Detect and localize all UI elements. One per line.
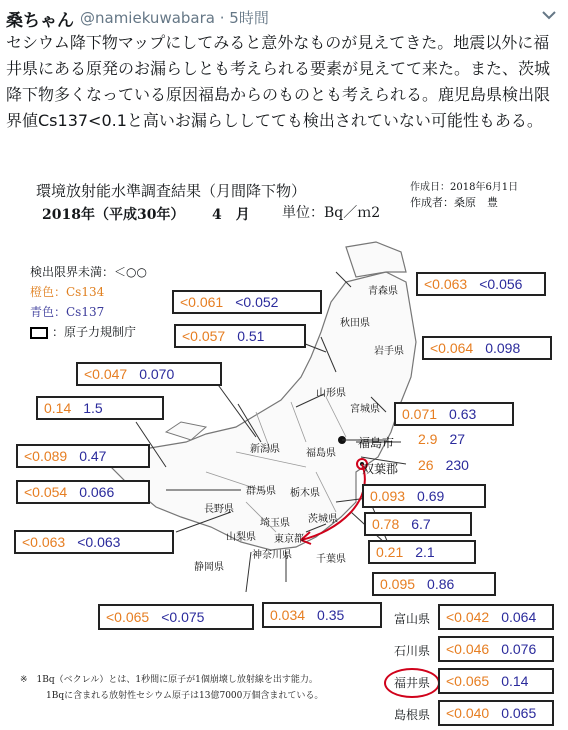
- cs137-value: <0.063: [77, 534, 121, 550]
- value-box-tokyo: [368, 540, 476, 564]
- doc-created-date: 作成日：2018年6月1日: [410, 182, 519, 193]
- cs134-value: <0.047: [84, 366, 128, 382]
- legend-cs137: 青色：Cs137: [30, 305, 105, 319]
- tweet-text: セシウム降下物マップにしてみると意外なものが見えてきた。地震以外に福井県にある原発のお漏らしとも考えられる要素が見えてて来た。また、茨城降下物多くなっている原因福島からのものとも考えられる。鹿児島県検出限界値Cs137<0.1と高いお漏らししてても検出されていない可能性もある。: [6, 33, 551, 130]
- cs134-value: <0.046: [446, 641, 490, 657]
- pref-label-fukui: 福井県: [394, 676, 431, 690]
- value-box-nagano: [16, 480, 150, 504]
- cs134-value: <0.042: [446, 609, 490, 625]
- cs134-value: 0.78: [372, 516, 400, 532]
- pref-label-shimane: 島根県: [394, 708, 431, 722]
- doc-year: 2018年（平成30年）: [42, 207, 185, 223]
- value-box-futaba: [412, 454, 522, 476]
- cs134-value: 0.071: [402, 406, 438, 422]
- value-box-miyagi: [394, 402, 514, 426]
- value-box-ibaraki: [364, 512, 472, 536]
- legend-box-label: ：原子力規制庁: [52, 325, 137, 339]
- cs134-value: <0.054: [24, 484, 68, 500]
- value-box-gunma: [16, 444, 150, 468]
- pref-label-kanagawa: 神奈川県: [252, 550, 292, 561]
- tweet-header: [6, 4, 562, 31]
- attached-image[interactable]: [6, 172, 562, 728]
- legend-cs134: 橙色：Cs134: [30, 285, 105, 299]
- pref-label-yamagata: 山形県: [316, 388, 346, 399]
- cs137-value: 0.070: [139, 366, 175, 382]
- box-swatch-icon: [30, 327, 48, 339]
- cs134-value: <0.089: [24, 448, 68, 464]
- legend: [30, 262, 147, 342]
- value-box-ishikawa: [438, 636, 554, 662]
- cs137-value: <0.056: [479, 276, 523, 292]
- legend-box-row: [30, 322, 147, 342]
- doc-author: 作成者：桑原 豊: [410, 196, 498, 209]
- cs134-value: 0.095: [380, 576, 416, 592]
- pref-label-gunma: 群馬県: [246, 486, 276, 497]
- cs134-value: 26: [418, 457, 434, 473]
- pref-label-yamanashi: 山梨県: [226, 532, 256, 543]
- pref-label-iwate: 岩手県: [374, 346, 404, 357]
- pref-label-akita: 秋田県: [340, 318, 370, 329]
- cs137-value: 0.14: [501, 673, 529, 689]
- cs134-value: <0.057: [182, 328, 226, 344]
- cs134-value: 0.14: [44, 400, 72, 416]
- pref-label-saitama: 埼玉県: [260, 518, 290, 529]
- cs137-value: 6.7: [411, 516, 431, 532]
- cs134-value: <0.063: [22, 534, 66, 550]
- pref-label-fukushima: 福島県: [306, 448, 336, 459]
- pref-label-toyama: 富山県: [394, 612, 431, 626]
- cs137-value: <0.075: [161, 609, 205, 625]
- value-box-shizuoka: [98, 604, 254, 630]
- value-box-chiba: [372, 572, 496, 596]
- cs134-value: <0.065: [446, 673, 490, 689]
- cs137-value: 0.065: [501, 705, 537, 721]
- cs134-value: <0.064: [430, 340, 474, 356]
- cs134-value: 0.093: [370, 488, 406, 504]
- doc-title: 環境放射能水準調査結果（月間降下物）: [36, 182, 307, 200]
- value-box-aomori: [416, 272, 546, 296]
- pref-label-niigata: 新潟県: [250, 444, 280, 455]
- value-box-fukui: [438, 668, 554, 694]
- value-box-iwate: [422, 336, 552, 360]
- pref-label-tokyo: 東京都: [274, 534, 304, 545]
- value-box-niigata: [76, 362, 222, 386]
- value-box-shimane: [438, 700, 554, 726]
- pref-label-tochigi: 栃木県: [290, 488, 320, 499]
- value-box-akita: [172, 290, 322, 314]
- value-box-toyama: [438, 604, 554, 630]
- cs134-value: 0.034: [270, 607, 306, 623]
- footnote-line-1: ※ 1Bq（ベクレル）とは、1秒間に原子が1個崩壊し放射線を出す能力。: [20, 675, 318, 685]
- cs137-value: 27: [449, 431, 466, 447]
- legend-limit: 検出限界未満：＜○○: [30, 265, 147, 279]
- cs134-value: 2.9: [418, 431, 438, 447]
- cs137-value: 0.066: [79, 484, 115, 500]
- doc-unit: 単位：Bq／ｍ2: [282, 205, 381, 221]
- pref-label-futaba: 双葉郡: [362, 462, 399, 476]
- author-name[interactable]: 桑ちゃん: [6, 11, 74, 31]
- cs137-value: 0.098: [485, 340, 521, 356]
- cs137-value: 2.1: [415, 544, 435, 560]
- value-box-yamagata: [174, 324, 306, 348]
- value-box-kanagawa: [262, 602, 382, 628]
- pref-label-chiba: 千葉県: [316, 554, 346, 565]
- cs137-value: 230: [445, 457, 469, 473]
- cs134-value: <0.065: [106, 609, 150, 625]
- cs137-value: 1.5: [83, 400, 103, 416]
- cs137-value: 0.63: [449, 406, 477, 422]
- footnote-line-2: 1Bqに含まれる放射性セシウム原子は13億7000万個含まれている。: [46, 691, 324, 701]
- value-box-niigata-west: [36, 396, 164, 420]
- value-box-tochigi: [362, 484, 486, 508]
- pref-label-miyagi: 宮城県: [350, 404, 380, 415]
- pref-label-shizuoka: 静岡県: [194, 562, 224, 573]
- pref-label-nagano: 長野県: [204, 504, 234, 515]
- cs137-value: 0.51: [237, 328, 265, 344]
- footnote: [20, 672, 323, 704]
- pref-label-ibaraki: 茨城県: [308, 514, 338, 525]
- value-box-fukushima-city: [412, 428, 522, 450]
- cs137-value: 0.064: [501, 609, 537, 625]
- cs137-value: 0.47: [79, 448, 107, 464]
- value-box-yamanashi: [14, 530, 174, 554]
- cs134-value: 0.21: [376, 544, 404, 560]
- author-handle-time[interactable]: @namiekuwabara · 5時間: [80, 9, 269, 27]
- pref-label-ishikawa: 石川県: [394, 644, 431, 658]
- cs137-value: <0.052: [235, 294, 279, 310]
- cs134-value: <0.061: [180, 294, 224, 310]
- pref-label-fukushima-city: 福島市: [358, 436, 395, 450]
- cs137-value: 0.86: [427, 576, 455, 592]
- cs134-value: <0.040: [446, 705, 490, 721]
- cs137-value: 0.35: [317, 607, 345, 623]
- doc-month: 4 月: [212, 207, 250, 223]
- cs137-value: 0.69: [417, 488, 445, 504]
- cs134-value: <0.063: [424, 276, 468, 292]
- pref-label-aomori: 青森県: [368, 286, 398, 297]
- chevron-down-icon[interactable]: [538, 4, 560, 26]
- cs137-value: 0.076: [501, 641, 537, 657]
